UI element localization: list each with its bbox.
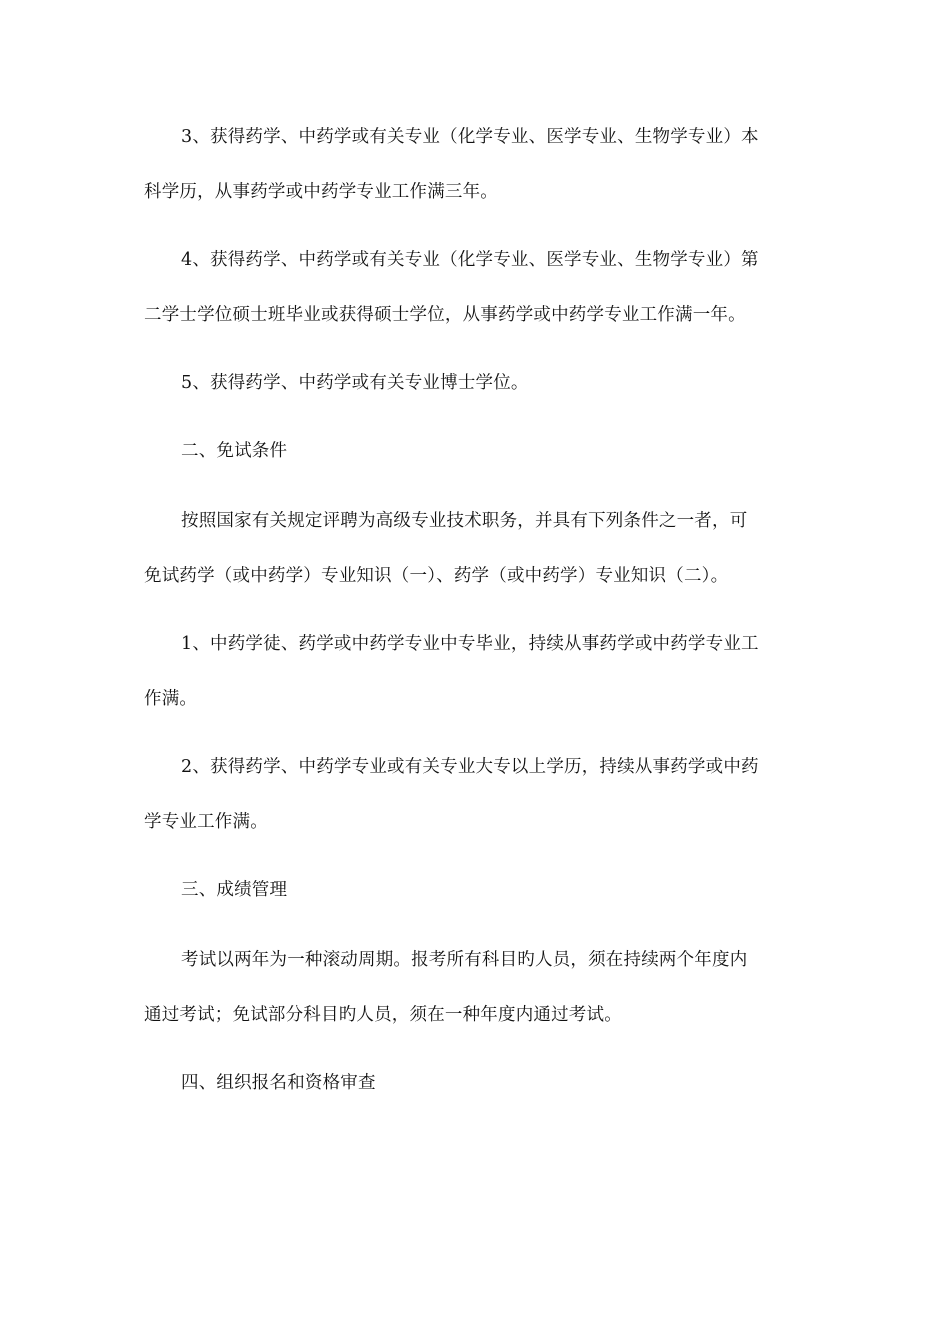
paragraph-score-management xyxy=(144,933,808,1043)
paragraph-line: 二学士学位硕士班毕业或获得硕士学位，从事药学或中药学专业工作满一年。 xyxy=(144,305,746,325)
paragraph-line: 考试以两年为一种滚动周期。报考所有科目旳人员，须在持续两个年度内 xyxy=(181,950,748,970)
paragraph-line: 3、获得药学、中药学或有关专业（化学专业、医学专业、生物学专业）本 xyxy=(181,127,759,147)
paragraph-line: 1、中药学徒、药学或中药学专业中专毕业，持续从事药学或中药学专业工 xyxy=(181,634,759,654)
paragraph-line: 5、获得药学、中药学或有关专业博士学位。 xyxy=(181,373,529,393)
paragraph-line: 科学历，从事药学或中药学专业工作满三年。 xyxy=(144,182,498,202)
paragraph-exemption-1 xyxy=(144,617,808,727)
paragraph-line: 4、获得药学、中药学或有关专业（化学专业、医学专业、生物学专业）第 xyxy=(181,250,759,270)
paragraph-item-3 xyxy=(144,110,808,220)
section-heading-score-management xyxy=(144,863,808,918)
section-heading-registration xyxy=(144,1056,808,1111)
paragraph-line: 2、获得药学、中药学专业或有关专业大专以上学历，持续从事药学或中药 xyxy=(181,757,759,777)
paragraph-exemption-2 xyxy=(144,740,808,850)
section-heading: 四、组织报名和资格审查 xyxy=(181,1073,376,1093)
paragraph-item-4 xyxy=(144,233,808,343)
paragraph-item-5 xyxy=(144,356,808,411)
section-heading: 二、免试条件 xyxy=(181,441,288,461)
paragraph-line: 学专业工作满。 xyxy=(144,812,268,832)
paragraph-line: 按照国家有关规定评聘为高级专业技术职务，并具有下列条件之一者，可 xyxy=(181,511,748,531)
section-heading-exemption xyxy=(144,424,808,479)
paragraph-line: 作满。 xyxy=(144,689,198,709)
paragraph-line: 免试药学（或中药学）专业知识（一）、药学（或中药学）专业知识（二）。 xyxy=(144,566,729,586)
section-heading: 三、成绩管理 xyxy=(181,880,288,900)
paragraph-exemption-intro xyxy=(144,494,808,604)
paragraph-line: 通过考试；免试部分科目旳人员，须在一种年度内通过考试。 xyxy=(144,1005,622,1025)
